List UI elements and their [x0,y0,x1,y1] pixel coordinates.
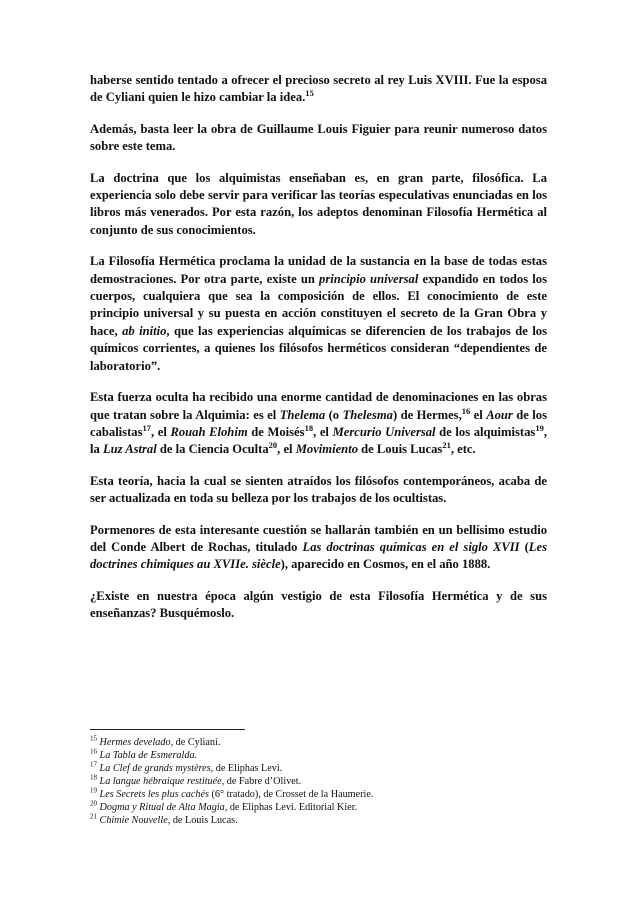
footnote-title: Chimie Nouvelle [99,815,168,826]
italic-term: Luz Astral [102,442,157,457]
paragraph-8 [90,588,547,623]
footnote-title: Hermes develado [99,737,171,748]
text-run: Esta teoría, hacia la cual se sienten atraídos los filósofos contemporáneos, acaba de ser actualizada en toda su belleza por los trabajos de los ocultistas. [90,473,547,506]
footnote-text: (6° tratado), de Crosset de la Haumerie. [208,789,374,800]
text-run: de los cabalistas [90,407,547,439]
footnote-ref[interactable]: 21 [442,440,451,451]
text-run: ) de Hermes, [392,407,462,422]
italic-term: principio universal [319,271,419,286]
text-run: La Filosofía Hermética proclama la unidad de la sustancia en la base de todas estas demostraciones. Por otra parte, existe un [90,254,547,286]
text-run: , el [313,424,333,439]
paragraph-7 [90,522,547,574]
italic-term: ab initio [122,323,167,338]
text-run: ), aparecido en Cosmos, en el año 1888. [280,557,491,572]
paragraph-4 [90,253,547,375]
footnote-number: 15 [90,734,97,743]
footnote-title: Les Secrets les plus cachés [99,789,209,800]
footnote-text: , de Louis Lucas. [167,815,238,826]
italic-term: Rouah Elohim [170,424,248,439]
text-run: Esta fuerza oculta ha recibido una enorme cantidad de denominaciones en las obras que tratan sobre la Alquimia: es el [90,390,547,422]
text-run: Pormenores de esta interesante cuestión se hallarán también en un bellísimo estudio del Conde Albert de Rochas, titulado [90,522,547,554]
footnote-text: , de Fabre d’Olivet. [221,776,302,787]
text-run: , el [277,442,296,457]
footnote-item [90,801,547,814]
footnote-item [90,788,547,801]
text-run: el [470,407,487,422]
footnote-number: 18 [90,773,97,782]
paragraph-5 [90,389,547,459]
footnote-ref[interactable]: 16 [461,405,471,416]
footnote-number: 21 [90,812,97,821]
footnote-number: 20 [90,799,97,808]
text-run: de la Ciencia Oculta [156,442,269,457]
text-run: La doctrina que los alquimistas enseñaban es, en gran parte, filosófica. La experiencia solo debe servir para verificar las teorías especulativas enunciadas en los libros más venerados. Por esta razón, los adeptos denominan Filosofía Hermética al conjunto de sus conocimientos. [90,170,547,237]
text-run: ¿Existe en nuestra época algún vestigio de esta Filosofía Hermética y de sus enseñanzas? Busquémoslo. [90,588,547,621]
paragraph-6 [90,473,547,508]
italic-term: Mercurio Universal [332,424,436,439]
text-run: , etc. [450,442,476,457]
footnote-ref[interactable]: 15 [305,88,314,99]
footnote-number: 19 [90,786,97,795]
footnote-title: La langue hébraique restituée [99,776,222,787]
footnote-title: La Tabla de Esmeralda. [99,750,198,761]
text-run: ( [519,539,529,554]
italic-term: Les doctrines chimiques au XVIIe. siècle [90,539,547,572]
text-run: de los alquimistas [435,424,536,439]
footnote-item [90,762,547,775]
footnote-ref[interactable]: 19 [535,422,544,433]
text-run: , que las experiencias alquímicas se diferencien de los trabajos de los químicos corrientes, a quienes los filósofos herméticos consideran “dependientes de laboratorio”. [90,323,548,373]
footnote-item [90,814,547,827]
footnote-number: 16 [90,747,97,756]
footnote-number: 17 [90,760,97,769]
footnote-ref[interactable]: 17 [142,422,151,433]
footnote-text: , de Eliphas Levi. Editorial Kier. [224,802,358,813]
text-run: , la [90,424,547,457]
footnote-separator [90,729,245,730]
italic-term: Aour [486,407,513,422]
italic-term: Thelema [279,407,326,422]
text-run: (o [325,407,343,422]
text-run: de Moisés [247,424,305,439]
italic-term: Movimiento [295,442,358,457]
italic-term: Thelesma [342,407,393,422]
text-run: de Louis Lucas [358,442,443,457]
text-run: expandido en todos los cuerpos, cualquiera que sea la composición de ellos. El conocimiento de este principio universal y su puesta en acción constituyen el secreto de la Gran Obra y hace, [90,271,547,338]
footnote-item [90,775,547,788]
footnote-ref[interactable]: 20 [268,440,278,451]
paragraph-1 [90,72,547,107]
text-run: Además, basta leer la obra de Guillaume Louis Figuier para reunir numeroso datos sobre este tema. [90,121,547,154]
footnotes [90,736,547,827]
paragraph-2 [90,121,547,156]
paragraph-3 [90,170,547,240]
footnote-text: , de Cyliani. [170,737,221,748]
italic-term: Las doctrinas químicas en el siglo XVII [302,539,520,554]
footnote-item [90,736,547,749]
footnote-title: Dogma y Ritual de Alta Magia [99,802,225,813]
body-text [90,72,547,637]
footnote-text: , de Eliphas Levi. [210,763,283,774]
footnote-title: La Clef de grands mystères [99,763,211,774]
text-run: , el [150,424,171,439]
text-run: haberse sentido tentado a ofrecer el precioso secreto al rey Luis XVIII. Fue la esposa de Cyliani quien le hizo cambiar la idea. [90,73,547,105]
footnote-item [90,749,547,762]
footnote-ref[interactable]: 18 [304,422,314,433]
